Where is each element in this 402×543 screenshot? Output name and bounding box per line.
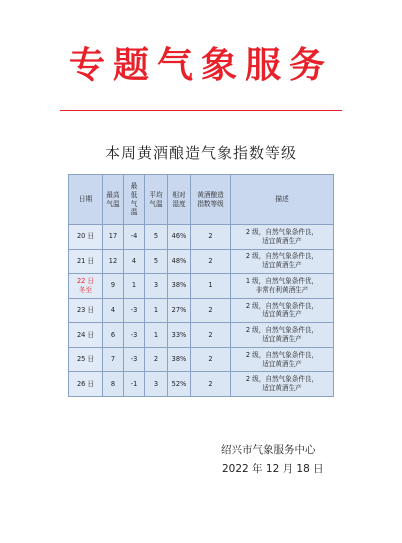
cell-humidity: 46%	[168, 225, 191, 250]
header-max-temp	[103, 175, 124, 225]
header-humidity	[168, 175, 191, 225]
table-row	[69, 249, 334, 274]
footer-organization: 绍兴市气象服务中心	[221, 444, 316, 456]
header-min-temp	[124, 175, 145, 225]
cell-humidity: 27%	[168, 298, 191, 323]
cell-avg-temp: 5	[145, 249, 168, 274]
header-humidity-label: 相对 湿度	[172, 190, 186, 208]
header-max-temp-label: 最高 气温	[106, 190, 120, 208]
cell-date: 25 日	[69, 347, 103, 372]
table-row	[69, 274, 334, 299]
cell-index-level: 2	[191, 249, 231, 274]
table-row	[69, 298, 334, 323]
cell-max-temp: 17	[103, 225, 124, 250]
table-row	[69, 372, 334, 397]
title-divider	[60, 110, 342, 111]
footer-date: 2022 年 12 月 18 日	[222, 463, 324, 475]
cell-min-temp: -3	[124, 323, 145, 348]
cell-date: 20 日	[69, 225, 103, 250]
cell-description: 2 级，自然气象条件良， 适宜黄酒生产	[231, 225, 334, 250]
table-row	[69, 323, 334, 348]
banner-title: 专题气象服务	[68, 45, 333, 86]
cell-index-level: 2	[191, 298, 231, 323]
cell-index-level: 2	[191, 347, 231, 372]
cell-description: 2 级，自然气象条件良， 适宜黄酒生产	[231, 347, 334, 372]
cell-max-temp: 6	[103, 323, 124, 348]
header-index-level	[191, 175, 231, 225]
cell-date: 22 日 冬至	[69, 274, 103, 299]
cell-avg-temp: 1	[145, 323, 168, 348]
cell-min-temp: 4	[124, 249, 145, 274]
cell-max-temp: 7	[103, 347, 124, 372]
cell-min-temp: -1	[124, 372, 145, 397]
cell-min-temp: 1	[124, 274, 145, 299]
cell-min-temp: -4	[124, 225, 145, 250]
cell-index-level: 2	[191, 323, 231, 348]
forecast-table	[68, 174, 334, 397]
cell-max-temp: 8	[103, 372, 124, 397]
cell-date: 23 日	[69, 298, 103, 323]
cell-humidity: 52%	[168, 372, 191, 397]
cell-humidity: 48%	[168, 249, 191, 274]
cell-avg-temp: 3	[145, 372, 168, 397]
cell-avg-temp: 2	[145, 347, 168, 372]
cell-index-level: 2	[191, 225, 231, 250]
cell-max-temp: 4	[103, 298, 124, 323]
cell-date: 24 日	[69, 323, 103, 348]
header-index-level-label: 黄酒酿造 指数等级	[197, 190, 224, 208]
forecast-table-container	[68, 174, 334, 397]
table-row	[69, 347, 334, 372]
header-date	[69, 175, 103, 225]
cell-index-level: 2	[191, 372, 231, 397]
header-description-label: 描述	[275, 195, 289, 204]
header-avg-temp-label: 平均 气温	[149, 190, 163, 208]
header-date-label: 日期	[78, 195, 93, 204]
cell-date: 21 日	[69, 249, 103, 274]
cell-date: 26 日	[69, 372, 103, 397]
table-row	[69, 225, 334, 250]
header-description	[231, 175, 334, 225]
cell-description: 2 级，自然气象条件良， 适宜黄酒生产	[231, 323, 334, 348]
cell-description: 2 级，自然气象条件良， 适宜黄酒生产	[231, 298, 334, 323]
cell-humidity: 33%	[168, 323, 191, 348]
cell-description: 2 级，自然气象条件良， 适宜黄酒生产	[231, 372, 334, 397]
cell-max-temp: 12	[103, 249, 124, 274]
page-subtitle: 本周黄酒酿造气象指数等级	[104, 144, 297, 162]
cell-index-level: 1	[191, 274, 231, 299]
cell-avg-temp: 5	[145, 225, 168, 250]
header-avg-temp	[145, 175, 168, 225]
cell-humidity: 38%	[168, 347, 191, 372]
cell-min-temp: -3	[124, 347, 145, 372]
cell-max-temp: 9	[103, 274, 124, 299]
cell-humidity: 38%	[168, 274, 191, 299]
cell-avg-temp: 1	[145, 298, 168, 323]
table-header-row	[69, 175, 334, 225]
header-min-temp-label: 最 低 气 温	[130, 181, 138, 217]
cell-description: 2 级，自然气象条件良， 适宜黄酒生产	[231, 249, 334, 274]
cell-avg-temp: 3	[145, 274, 168, 299]
cell-description: 1 级，自然气象条件优， 非常有利黄酒生产	[231, 274, 334, 299]
cell-min-temp: -3	[124, 298, 145, 323]
